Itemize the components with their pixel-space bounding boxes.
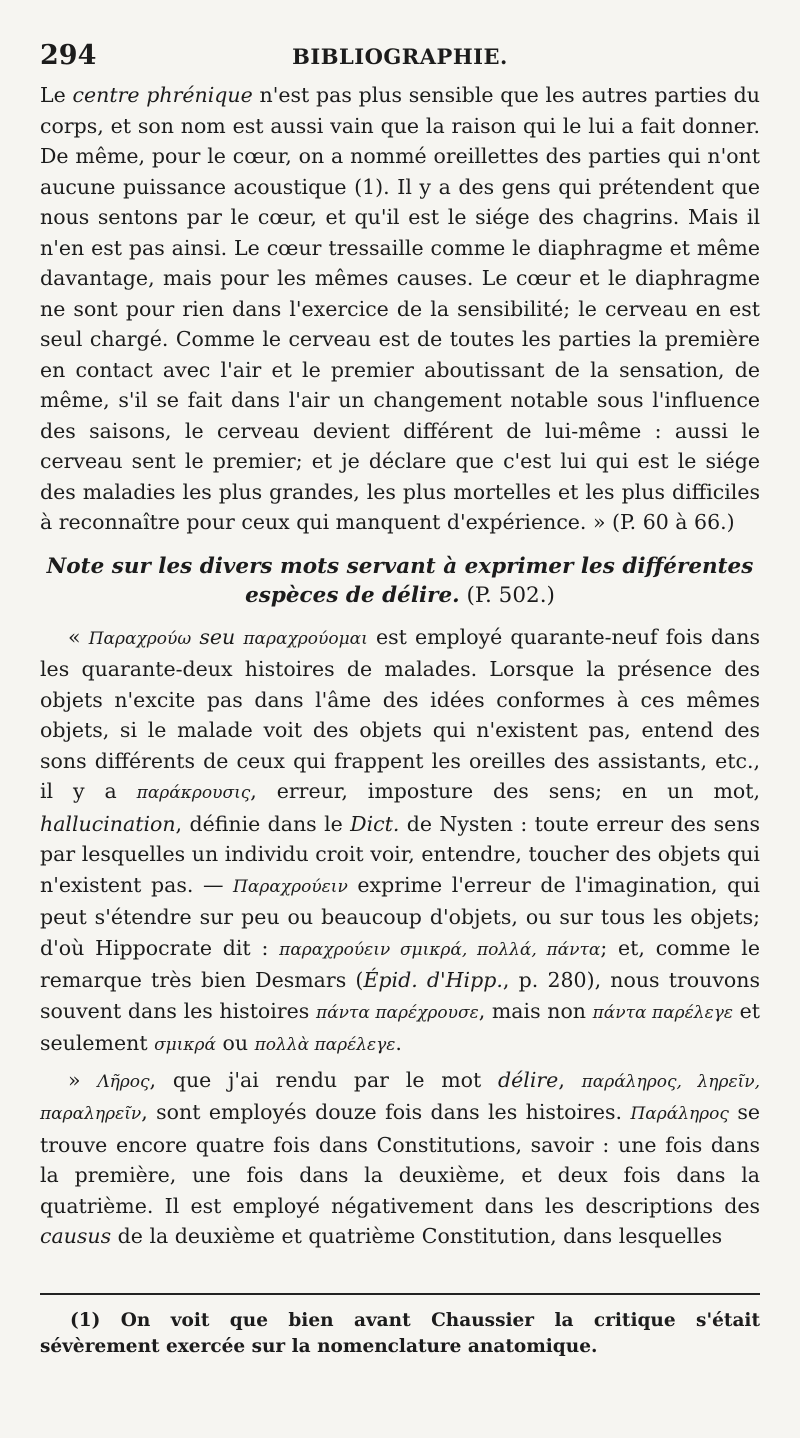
greek-word: σμικρά [154, 1035, 217, 1055]
text-run: , que j'ai rendu par le mot [149, 1067, 499, 1092]
text-run: . [395, 1031, 402, 1055]
text-run: , sont employés douze fois dans les histoires. [141, 1100, 631, 1124]
text-run: exprime l'erreur de l'imagination, qui peut s'étendre sur peu ou beaucoup d'objets, ou sur tous les objets; d'où Hippocrate dit : [40, 872, 760, 960]
footnote-rule [40, 1293, 760, 1295]
italic-word: Dict. [350, 811, 400, 836]
italic-word: causus [40, 1224, 112, 1248]
footnote-text: (1) On voit que bien avant Chaussier la critique s'était sévèrement exercée sur la nomenclature anatomique. [40, 1310, 760, 1357]
paragraph-parachrouo [40, 622, 760, 1061]
text-run: , [558, 1067, 582, 1092]
page-header [40, 40, 760, 74]
greek-word: πολλὰ παρέλεγε [254, 1035, 396, 1055]
text-run: , mais non [478, 998, 593, 1023]
text-run: n'est pas plus sensible que les autres parties du corps, et son nom est aussi vain que la raison qui le lui a fait donner. De même, pour le cœur, on a nommé oreillettes des parties qui n'ont aucune puissance acoustique (1). Il y a des gens qui prétendent que nous sentons par le cœur, et qu'il est le siége des chagrins. Mais il n'en est pas ainsi. Le cœur tressaille comme le diaphragme et même davantage, mais pour les mêmes causes. Le cœur et le diaphragme ne sont pour rien dans l'exercice de la sensibilité; le cerveau en est seul chargé. Comme le cerveau est de toutes les parties la première en contact avec l'air et le premier aboutissant de la sensation, de même, s'il se fait dans l'air un changement notable sous l'influence des saisons, le cerveau devient différent de lui-même : aussi le cerveau sent le premier; et je déclare que c'est lui qui est le siége des maladies les plus grandes, les plus mortelles et les plus difficiles à reconnaître pour ceux qui manquent d'expérience. » (P. 60 à 66.) [40, 83, 760, 534]
text-run: Le [40, 83, 73, 107]
text-run: et seulement [40, 998, 760, 1055]
note-heading [40, 552, 760, 610]
greek-word: παράκρουσις [136, 783, 251, 803]
text-run: , erreur, imposture des sens; en un mot, [250, 779, 760, 803]
italic-word: hallucination [40, 811, 176, 836]
greek-word: παράληρος, ληρεῖν, παραληρεῖν [40, 1071, 761, 1124]
greek-word: Λῆρος [97, 1071, 150, 1092]
italic-term: centre phrénique [72, 83, 253, 107]
greek-word: Παραχρούω [88, 628, 192, 649]
italic-word: délire [498, 1067, 559, 1092]
italic-citation: Épid. d'Hipp. [363, 968, 503, 992]
text-run: , définie dans le [175, 811, 351, 836]
text-run: se trouve encore quatre fois dans Constitutions, savoir : une fois dans la première, une fois dans la deuxième, et deux fois dans la quatrième. Il est employé négativement dans les descriptions des [40, 1100, 761, 1218]
footnote [40, 1308, 760, 1360]
note-title: Note sur les divers mots servant à exprimer les différentes espèces de délire. [46, 553, 754, 608]
greek-word: Παραχρούειν [233, 876, 348, 897]
greek-word: πάντα παρέχρουσε [315, 1002, 479, 1023]
running-title: BIBLIOGRAPHIE. [292, 44, 508, 69]
text-run: de Nysten : toute erreur des sens par lesquelles un individu croit voir, entendre, toucher des objets qui n'existent pas. — [40, 811, 760, 897]
page-body [40, 80, 760, 1252]
text-run: « [68, 624, 89, 649]
note-page-ref: (P. 502.) [459, 582, 555, 608]
text-run: , p. 280), nous trouvons souvent dans les histoires [40, 968, 760, 1023]
text-run: de la deuxième et quatrième Constitution, dans lesquelles [111, 1224, 723, 1248]
text-run: ; et, comme le remarque très bien Desmars ( [40, 935, 760, 992]
greek-word: πάντα παρέλεγε [592, 1002, 733, 1023]
text-run: est employé quarante-neuf fois dans les quarante-deux histoires de malades. Lorsque la présence des objets n'excite pas dans l'âme des idées conformes à ces mêmes objets, si le malade voit des objets qui n'existent pas, entend des sons différents de ceux qui frappent les oreilles des assistants, etc., il y a [40, 624, 760, 803]
page-number: 294 [40, 40, 97, 71]
italic-word: seu [199, 624, 236, 649]
paragraph-brain-heart [40, 80, 760, 538]
greek-word: παραχρούειν σμικρά, πολλά, πάντα [279, 939, 601, 960]
greek-word: Παράληρος [630, 1104, 729, 1124]
greek-word: παραχρούομαι [243, 628, 368, 649]
paragraph-leros [40, 1065, 760, 1252]
text-run: ou [216, 1031, 255, 1055]
text-run: » [68, 1067, 98, 1092]
